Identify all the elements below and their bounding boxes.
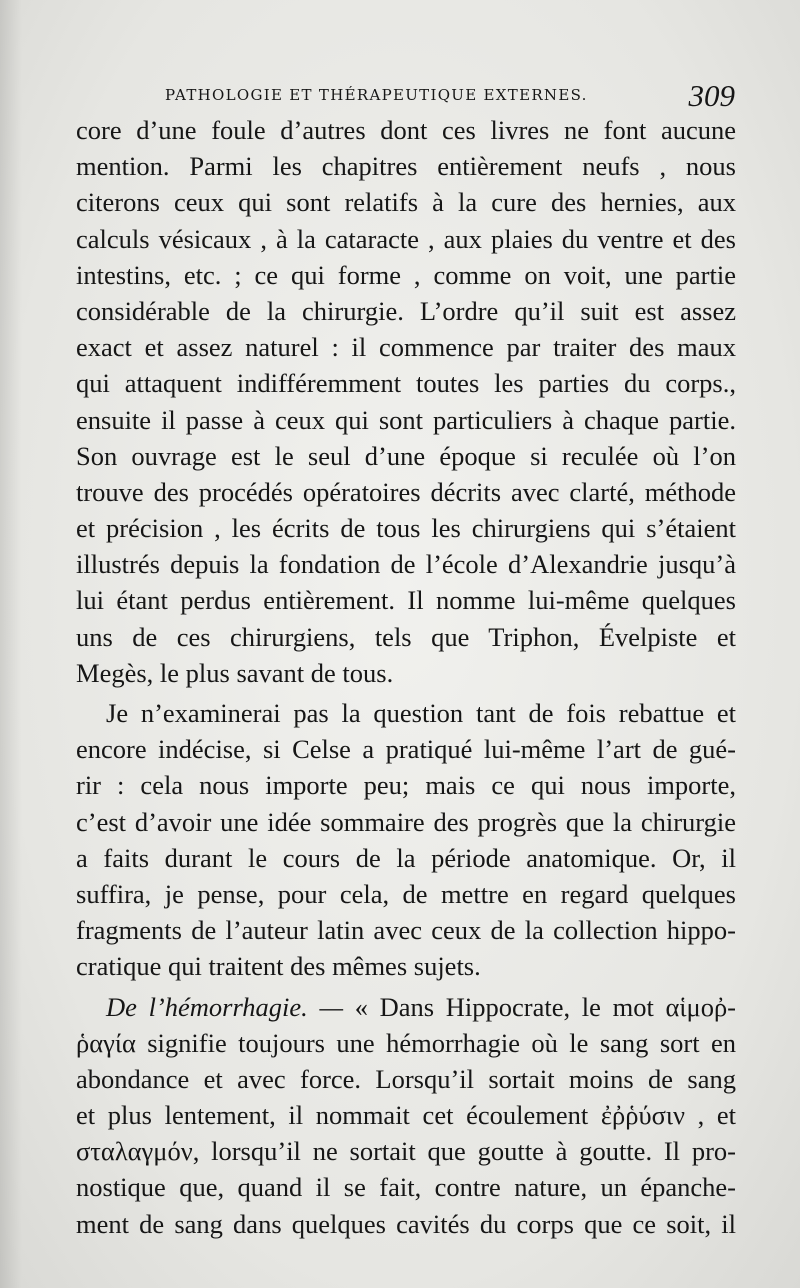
running-title: PATHOLOGIE ET THÉRAPEUTIQUE EXTERNES.	[165, 86, 588, 104]
text-line: σταλαγμόν, lorsqu’il ne sortait que goutte à goutte. Il pro-	[76, 1136, 736, 1167]
text-line: considérable de la chirurgie. L’ordre qu’il suit est assez	[76, 295, 736, 326]
text-line: a faits durant le cours de la période anatomique. Or, il	[76, 842, 736, 873]
text-line: fragments de l’auteur latin avec ceux de la collection hippo-	[76, 915, 736, 946]
text-line: qui attaquent indifféremment toutes les parties du corps.,	[76, 368, 736, 399]
text-line: intestins, etc. ; ce qui forme , comme on voit, une partie	[76, 259, 736, 290]
section-heading: De l’hémorrhagie. —	[106, 991, 344, 1022]
text-line: exact et assez naturel : il commence par traiter des maux	[76, 332, 736, 363]
text-line: mention. Parmi les chapitres entièrement neufs , nous	[76, 151, 736, 182]
text-line: illustrés depuis la fondation de l’école d’Alexandrie jusqu’à	[76, 549, 736, 580]
text-line: ment de sang dans quelques cavités du corps que ce soit, il	[76, 1208, 736, 1239]
text-line: Son ouvrage est le seul d’une époque si reculée où l’on	[76, 440, 736, 471]
text-line: citerons ceux qui sont relatifs à la cure des hernies, aux	[76, 187, 736, 218]
text-line: ensuite il passe à ceux qui sont particuliers à chaque partie.	[76, 404, 736, 435]
text-line: encore indécise, si Celse a pratiqué lui-même l’art de gué-	[76, 734, 736, 765]
text-line: rir : cela nous importe peu; mais ce qui nous importe,	[76, 770, 736, 801]
text-line: Megès, le plus savant de tous.	[76, 657, 394, 688]
text-line: uns de ces chirurgiens, tels que Triphon, Évelpiste et	[76, 621, 736, 652]
text-line: nostique que, quand il se fait, contre nature, un épanche-	[76, 1172, 736, 1203]
text-line: « Dans Hippocrate, le mot αἱμοῤ-	[354, 991, 736, 1022]
text-line: ῥαγία signifie toujours une hémorrhagie où le sang sort en	[76, 1027, 736, 1058]
text-line: core d’une foule d’autres dont ces livres ne font aucune	[76, 115, 736, 145]
running-head	[165, 80, 735, 112]
text-line: et précision , les écrits de tous les chirurgiens qui s’étaient	[76, 513, 736, 544]
text-line: abondance et avec force. Lorsqu’il sortait moins de sang	[76, 1063, 736, 1094]
text-line: cratique qui traitent des mêmes sujets.	[76, 951, 481, 982]
text-line: calculs vésicaux , à la cataracte , aux plaies du ventre et des	[76, 223, 736, 254]
text-line: trouve des procédés opératoires décrits avec clarté, méthode	[76, 476, 736, 507]
text-line: c’est d’avoir une idée sommaire des progrès que la chirurgie	[76, 806, 736, 837]
gutter-shadow	[0, 0, 22, 1288]
text-line: suffira, je pense, pour cela, de mettre en regard quelques	[76, 878, 736, 909]
page-number: 309	[688, 78, 735, 113]
body-text	[76, 112, 736, 1242]
text-line: lui étant perdus entièrement. Il nomme lui-même quelques	[76, 585, 736, 616]
text-line: et plus lentement, il nommait cet écoulement ἐῤῥύσιν , et	[76, 1100, 736, 1131]
text-line: Je n’examinerai pas la question tant de fois rebattue et	[106, 698, 736, 728]
section-first-line	[76, 989, 736, 1025]
